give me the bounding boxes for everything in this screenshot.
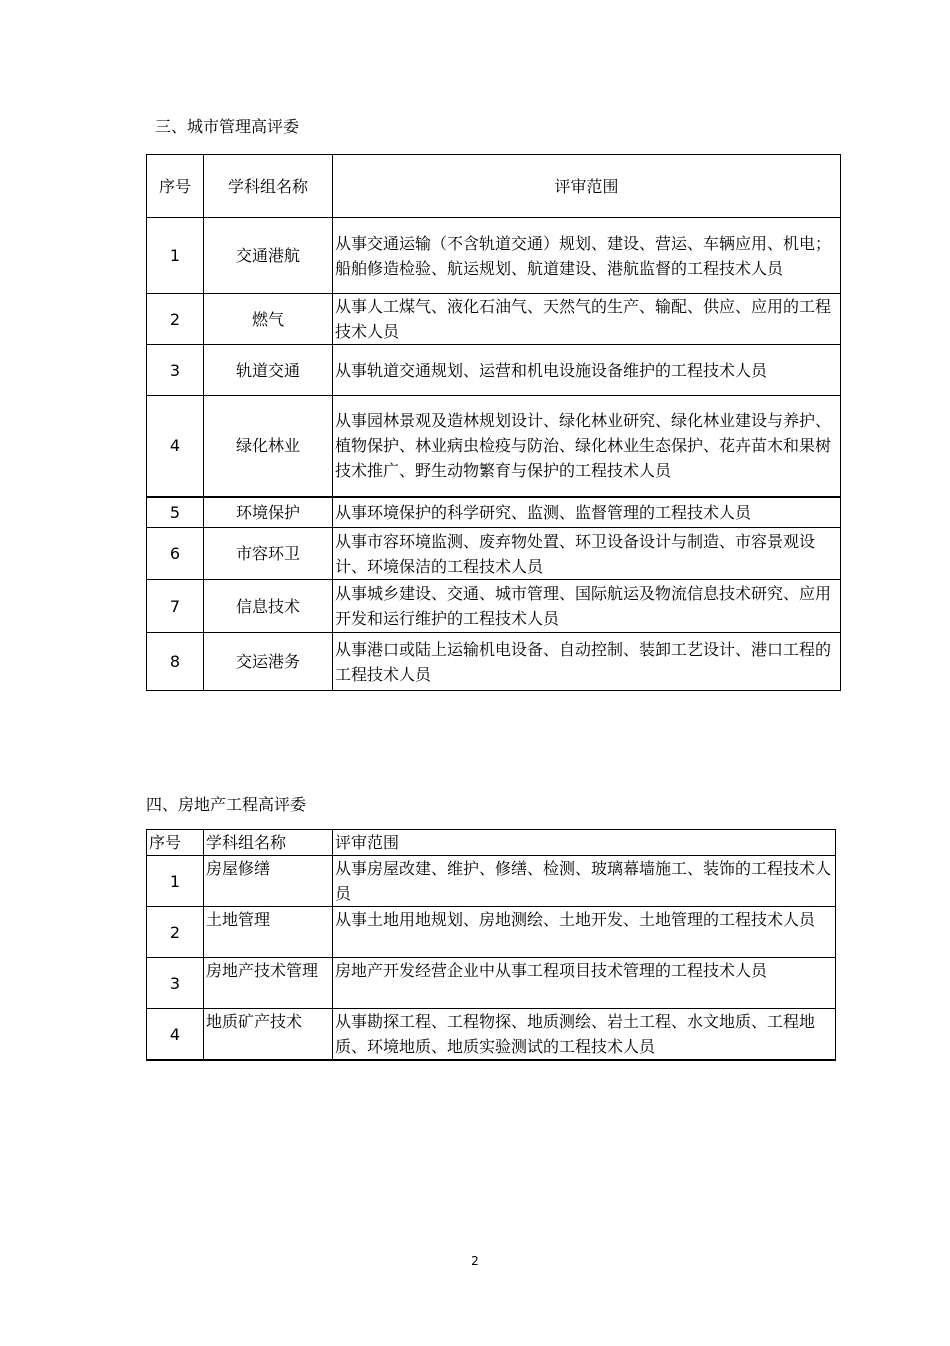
row-scope: 从事园林景观及造林规划设计、绿化林业研究、绿化林业建设与养护、植物保护、林业病虫检疫与防治、绿化林业生态保护、花卉苗木和果树技术推广、野生动物繁育与保护的工程技术人员 <box>333 396 841 497</box>
row-group: 轨道交通 <box>204 345 333 396</box>
table-row <box>147 907 836 958</box>
row-no: 4 <box>147 396 204 497</box>
urban-management-table <box>146 154 841 691</box>
table-row <box>147 396 841 497</box>
row-group: 燃气 <box>204 294 333 345</box>
row-scope: 从事城乡建设、交通、城市管理、国际航运及物流信息技术研究、应用开发和运行维护的工程技术人员 <box>333 580 841 633</box>
header-group: 学科组名称 <box>204 155 333 218</box>
table-row <box>147 345 841 396</box>
row-no: 8 <box>147 633 204 691</box>
row-scope: 从事交通运输（不含轨道交通）规划、建设、营运、车辆应用、机电；船舶修造检验、航运规划、航道建设、港航监督的工程技术人员 <box>333 218 841 294</box>
table-row <box>147 528 841 580</box>
header-no: 序号 <box>147 155 204 218</box>
row-scope: 从事人工煤气、液化石油气、天然气的生产、输配、供应、应用的工程技术人员 <box>333 294 841 345</box>
table-row <box>147 958 836 1009</box>
page-number: 2 <box>471 1254 479 1268</box>
row-scope: 从事土地用地规划、房地测绘、土地开发、土地管理的工程技术人员 <box>333 907 836 958</box>
row-no: 3 <box>147 345 204 396</box>
row-no: 3 <box>147 958 204 1009</box>
row-no: 4 <box>147 1009 204 1061</box>
row-group: 房屋修缮 <box>204 856 333 907</box>
section4-title: 四、房地产工程高评委 <box>146 795 307 814</box>
table-row <box>147 497 841 528</box>
row-scope: 房地产开发经营企业中从事工程项目技术管理的工程技术人员 <box>333 958 836 1009</box>
header-no: 序号 <box>147 830 204 856</box>
row-scope: 从事市容环境监测、废弃物处置、环卫设备设计与制造、市容景观设计、环境保洁的工程技术人员 <box>333 528 841 580</box>
row-group: 绿化林业 <box>204 396 333 497</box>
header-scope: 评审范围 <box>333 155 841 218</box>
row-group: 交通港航 <box>204 218 333 294</box>
table-row <box>147 856 836 907</box>
row-group: 土地管理 <box>204 907 333 958</box>
row-group: 环境保护 <box>204 497 333 528</box>
row-no: 7 <box>147 580 204 633</box>
section3-title: 三、城市管理高评委 <box>155 117 300 136</box>
table-row <box>147 580 841 633</box>
table-row <box>147 633 841 691</box>
row-group: 市容环卫 <box>204 528 333 580</box>
table-header-row <box>147 830 836 856</box>
row-group: 房地产技术管理 <box>204 958 333 1009</box>
table-row <box>147 1009 836 1061</box>
header-scope: 评审范围 <box>333 830 836 856</box>
row-scope: 从事环境保护的科学研究、监测、监督管理的工程技术人员 <box>333 497 841 528</box>
table-row <box>147 294 841 345</box>
row-no: 6 <box>147 528 204 580</box>
row-scope: 从事港口或陆上运输机电设备、自动控制、装卸工艺设计、港口工程的工程技术人员 <box>333 633 841 691</box>
row-no: 2 <box>147 294 204 345</box>
real-estate-table <box>146 829 836 1061</box>
row-group: 交运港务 <box>204 633 333 691</box>
row-scope: 从事勘探工程、工程物探、地质测绘、岩土工程、水文地质、工程地质、环境地质、地质实验测试的工程技术人员 <box>333 1009 836 1061</box>
row-scope: 从事轨道交通规划、运营和机电设施设备维护的工程技术人员 <box>333 345 841 396</box>
row-no: 1 <box>147 856 204 907</box>
table-row <box>147 218 841 294</box>
row-group: 信息技术 <box>204 580 333 633</box>
header-group: 学科组名称 <box>204 830 333 856</box>
row-no: 2 <box>147 907 204 958</box>
table-header-row <box>147 155 841 218</box>
row-scope: 从事房屋改建、维护、修缮、检测、玻璃幕墙施工、装饰的工程技术人员 <box>333 856 836 907</box>
row-group: 地质矿产技术 <box>204 1009 333 1061</box>
row-no: 1 <box>147 218 204 294</box>
row-no: 5 <box>147 497 204 528</box>
